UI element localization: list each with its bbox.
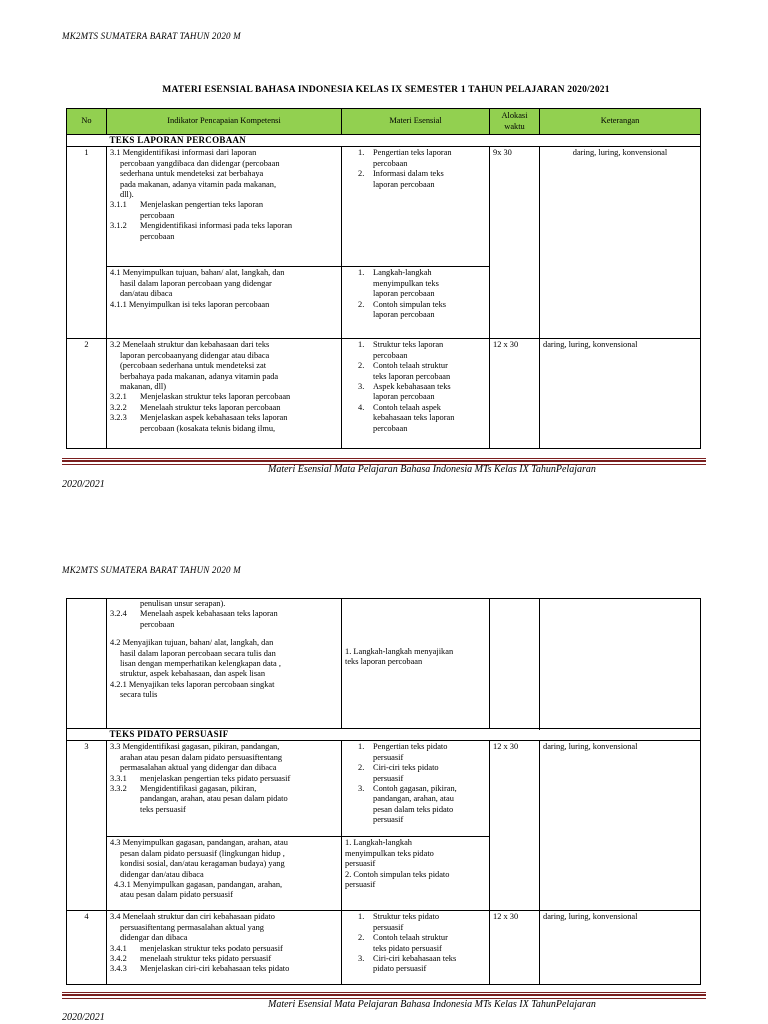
list-item: 1. Pengertian teks pidato persuasif [358,742,448,762]
table-row [67,741,701,837]
table-row [67,147,701,267]
footer-year: 2020/2021 [62,1012,105,1023]
table-header-row [67,109,701,135]
list-item: 2. Contoh telaah struktur teks laporan percobaan [358,361,451,381]
list-item: 3. Ciri-ciri kebahasaan teks pidato persuasif [358,954,457,974]
col-header-materi: Materi Esensial [342,109,490,135]
indikator-cell: 3.2 Menelaah struktur dan kebahasaan dari teks laporan percobaanyang didengar atau dibaca (percobaan sederhana untuk mendeteksi zat berbahaya pada makanan, adanya vitamin pada makanan, dll) 3.2.1 Menjelaskan struktur teks laporan percobaan 3.2.2 Menelaah struktur teks laporan percobaan 3.2.3 Menjelaskan aspek kebahasaan teks laporan percobaan (kosakata teknis bidang ilmu, [107,339,342,449]
section-row [67,729,701,741]
keterangan-cell: daring, luring, konvensional [540,339,701,449]
page-header: MK2MTS SUMATERA BARAT TAHUN 2020 M [62,565,241,575]
row-number: 1 [67,147,107,339]
materi-cell [342,911,490,985]
materi-cell: 1. Langkah-langkah menyajikan teks laporan percobaan [342,599,490,729]
indikator-cell: 3.3 Mengidentifikasi gagasan, pikiran, pandangan, arahan atau pesan dalam pidato persuasiftentang permasalahan aktual yang didengar dan dibaca 3.3.1 menjelaskan pengertian teks pidato persuasif 3.3.2 Mengidentifikasi gagasan, pikiran, pandangan, arahan, atau pesan dalam pidato teks persuasif [107,741,342,837]
footer-year: 2020/2021 [62,479,105,490]
footer-rule [62,458,706,459]
list-item: 1. Struktur teks pidato persuasif [358,912,440,932]
table-row [67,599,701,729]
footer-rule [62,460,706,462]
materi-cell: 1. Langkah-langkah menyimpulkan teks pidato persuasif 2. Contoh simpulan teks pidato persuasif [342,837,490,911]
materi-table-page2 [66,598,701,985]
alokasi-cell: 12 x 30 [490,741,540,911]
row-number: 4 [67,911,107,985]
indikator-cell: 3.4 Menelaah struktur dan ciri kebahasaan pidato persuasiftentang permasalahan aktual yang didengar dan dibaca 3.4.1 menjelaskan struktur teks podato persuasif 3.4.2 menelaah struktur teks pidato persuasif 3.4.3 Menjelaskan ciri-ciri kebahasaan teks pidato [107,911,342,985]
alokasi-cell: 12 x 30 [490,339,540,449]
indikator-cell: 4.3 Menyimpulkan gagasan, pandangan, arahan, atau pesan dalam pidato persuasif (lingkungan hidup , kondisi sosial, dan/atau keragaman budaya) yang didengar dan/atau dibaca 4.3.1 Menyimpulkan gagasan, pandangan, arahan, atau pesan dalam pidato persuasif [107,837,342,911]
list-item: 2. Informasi dalam teks laporan percobaan [358,169,444,189]
materi-table-page1 [66,108,701,449]
keterangan-cell: daring, luring, konvensional [540,741,701,911]
table-row [67,911,701,985]
document-title: MATERI ESENSIAL BAHASA INDONESIA KELAS IX SEMESTER 1 TAHUN PELAJARAN 2020/2021 [162,85,610,95]
indikator-cell: penulisan unsur serapan). 3.2.4 Menelaah aspek kebahasaan teks laporan percobaan 4.2 Menyajikan tujuan, bahan/ alat, langkah, dan hasil dalam laporan percobaan secara tulis dan lisan dengan memperhatikan kelengkapan data , struktur, aspek kebahasaan, dan aspek lisan 4.2.1 Menyajikan teks laporan percobaan singkat secara tulis [107,599,342,729]
footer-text: Materi Esensial Mata Pelajaran Bahasa Indonesia MTs Kelas IX TahunPelajaran [268,464,596,475]
list-item: 1. Struktur teks laporan percobaan [358,340,444,360]
col-header-indikator: Indikator Pencapaian Kompetensi [107,109,342,135]
row-number: 3 [67,741,107,911]
list-item: 4. Contoh telaah aspek kebahasaan teks laporan percobaan [358,402,455,433]
materi-cell [342,267,490,339]
list-item: 1. Langkah-langkah menyimpulkan teks laporan percobaan [358,268,439,299]
col-header-alokasi: Alokasi waktu [490,109,540,135]
alokasi-cell: 12 x 30 [490,911,540,985]
list-item: 2. Contoh simpulan teks laporan percobaan [358,299,447,320]
footer-rule [62,994,706,996]
materi-cell [342,339,490,449]
row-number: 2 [67,339,107,449]
materi-cell [342,741,490,837]
table-row [67,339,701,449]
col-header-keterangan: Keterangan [540,109,701,135]
list-item: 3. Aspek kebahasaan teks laporan percobaan [358,382,451,402]
keterangan-cell: daring, luring, konvensional [540,911,701,985]
keterangan-cell: daring, luring, konvensional [540,147,701,339]
section-title: TEKS PIDATO PERSUASIF [107,729,701,741]
materi-cell [342,147,490,267]
indikator-cell: 4.1 Menyimpulkan tujuan, bahan/ alat, langkah, dan hasil dalam laporan percobaan yang didengar dan/atau dibaca 4.1.1 Menyimpulkan isi teks laporan percobaan [107,267,342,339]
alokasi-cell: 9x 30 [490,147,540,339]
indikator-cell: 3.1 Mengidentifikasi informasi dari laporan percobaan yangdibaca dan didengar (percobaan sederhana untuk mendeteksi zat berbahaya pada makanan, adanya vitamin pada makanan, dll). 3.1.1 Menjelaskan pengertian teks laporan percobaan 3.1.2 Mengidentifikasi informasi pada teks laporan percobaan [107,147,342,267]
list-item: 2. Ciri-ciri teks pidato persuasif [358,763,439,783]
col-header-no: No [67,109,107,135]
footer-text: Materi Esensial Mata Pelajaran Bahasa Indonesia MTs Kelas IX TahunPelajaran [268,999,596,1010]
list-item: 1. Pengertian teks laporan percobaan [358,148,452,168]
list-item: 3. Contoh gagasan, pikiran, pandangan, arahan, atau pesan dalam teks pidato persuasif [358,784,457,825]
list-item: 2. Contoh telaah struktur teks pidato persuasif [358,933,448,953]
page-header: MK2MTS SUMATERA BARAT TAHUN 2020 M [62,31,241,41]
footer-rule [62,992,706,993]
section-row [67,135,701,147]
section-title: TEKS LAPORAN PERCOBAAN [107,135,701,147]
